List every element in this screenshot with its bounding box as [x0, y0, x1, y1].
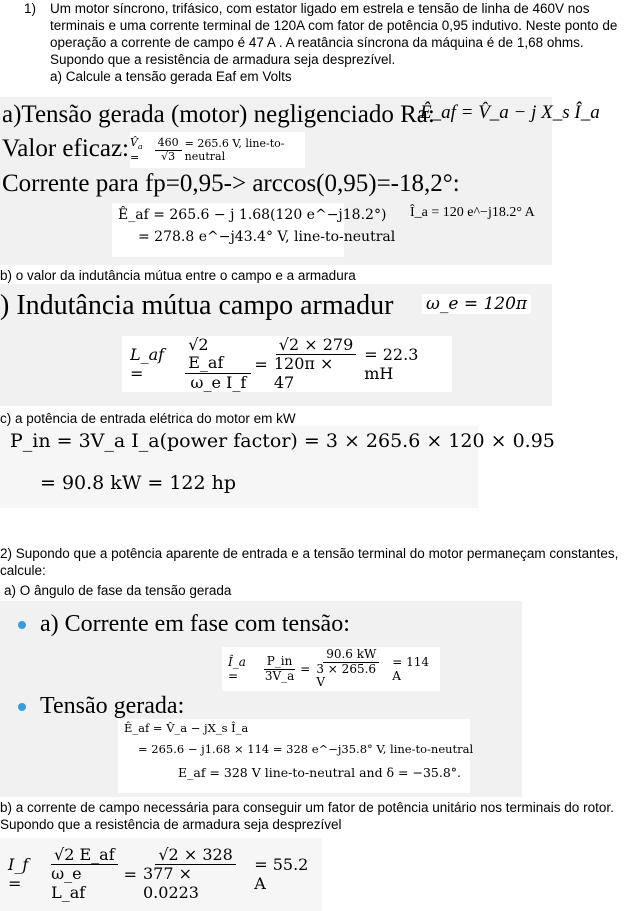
eaf-line-2: = 278.8 e^−j43.4° V, line-to-neutral [138, 229, 396, 245]
va-denominator: √3 [161, 149, 176, 163]
if-num-2: √2 × 328 [155, 846, 236, 865]
question-2b: b) a corrente de campo necessária para conseguir um fator de potência unitário nos terminais do rotor. Supondo que a resistência de armadura seja desprezível [0, 800, 614, 832]
pin-line-1: P_in = 3V_a I_a(power factor) = 3 × 265.6 × 120 × 0.95 [10, 430, 555, 452]
eaf-calc-line-2: = 265.6 − j1.68 × 114 = 328 e^−j35.8° V, line-to-neutral [138, 742, 474, 756]
eaf-line-1: Ê_af = 265.6 − j 1.68(120 e^−j18.2°) [118, 207, 387, 223]
bullet-2 [18, 693, 184, 720]
question-2a: a) O ângulo de fase da tensão gerada [4, 583, 232, 598]
if-den-2: 377 × 0.0223 [143, 864, 199, 902]
if-equation: I_f = $\frac{√2 E\_af}{\text{ω\_e L\_af}}$ = $\frac{√2 \times 328}{377 \times 0.0223}$ = 55.2 A [8, 844, 322, 904]
if-den-1: ω_e L_af [51, 864, 86, 902]
bullet-dot [18, 621, 26, 629]
eaf-result-box [112, 203, 396, 257]
ia-lhs: Î_a = [228, 655, 246, 683]
if-lhs: I_f = [8, 855, 29, 893]
panel1-heading: a)Tensão gerada (motor) negligenciado Ra: [2, 101, 435, 128]
laf-lhs: L_af = [130, 345, 165, 383]
solution-panel-2a [0, 601, 522, 797]
panel1-rms-label: Valor eficaz: [2, 135, 130, 162]
ia-num-1: P_in [264, 655, 296, 670]
laf-den-2: 120π × 47 [273, 354, 334, 392]
ia-equation: Î_a = 120 e^−j18.2° A [410, 205, 535, 220]
ia-result: = 114 A [392, 655, 429, 683]
question-1a: a) Calcule a tensão gerada Eaf em Volts [50, 69, 292, 84]
va-numerator: 460 [155, 137, 182, 151]
laf-den-1: ω_e I_f [190, 372, 247, 392]
laf-num-1: √2 E_af [185, 336, 251, 374]
bullet-1-text: a) Corrente em fase com tensão: [40, 611, 350, 637]
ia-num-2: 90.6 kW [323, 648, 379, 663]
panel1-current-label: Corrente para fp=0,95-> arccos(0,95)=-18,2°: [2, 170, 460, 197]
solution-panel-1a [0, 97, 600, 265]
pin-line-2: = 90.8 kW = 122 hp [40, 472, 237, 494]
ia-calc: Î_a = $\frac{P\_in}{3V\_a}$ = $\frac{90.6 kW}{3 \times 265.6 V}$ = 114 A [222, 647, 440, 691]
solution-panel-1c [0, 426, 555, 508]
laf-equation: L_af = $\frac{√2 E\_af}{\text{ω\_e I\_f}}$ = $\frac{√2 \times 279}{120\pi \times 47}$ = 22.3 mH [122, 336, 452, 392]
solution-panel-2b [0, 838, 322, 911]
bullet-dot [18, 703, 26, 711]
if-num-1: √2 E_af [51, 846, 118, 865]
laf-num-2: √2 × 279 [276, 336, 357, 355]
question-1c: c) a potência de entrada elétrica do motor em kW [0, 411, 296, 426]
bullet-1 [18, 611, 350, 638]
bullet-2-text: Tensão gerada: [40, 693, 185, 719]
eaf-calc-line-1: Ê_af = V̂_a − jX_s Î_a [124, 721, 249, 735]
question-2-text: 2) Supondo que a potência aparente de entrada e a tensão terminal do motor permaneçam constantes, calcule: [0, 546, 619, 578]
question-1-text: Um motor síncrono, trifásico, com estator ligado em estrela e tensão de linha de 460V nos terminais e uma corrente terminal de 120A com fator de potência 0,95 indutivo. Neste ponto de operação a corrente de campo é 47 A . A reatância síncrona da máquina é de 1,68 ohms. Supondo que a resistência de armadura seja desprezível. [50, 1, 618, 67]
question-1 [24, 0, 624, 85]
solution-panel-1b [0, 284, 552, 406]
eaf-equation: Ê_af = V̂_a − j X_s Î_a [420, 102, 600, 123]
laf-result: = 22.3 mH [364, 345, 419, 383]
question-1b: b) o valor da indutância mútua entre o campo e a armadura [0, 268, 356, 283]
if-result: = 55.2 A [254, 855, 309, 893]
va-equation: $V̂_a$ = $\frac{460}{√3}$ = 265.6 V, line-to-neutral [130, 132, 305, 168]
ia-den-1: 3V_a [264, 668, 295, 683]
va-result: = 265.6 V, line-to-neutral [184, 137, 285, 163]
panel2-heading: ) Indutância mútua campo armadur [0, 290, 394, 321]
eaf-calc [118, 719, 474, 793]
question-number: 1) [24, 1, 37, 16]
omega-equation: ω_e = 120π [422, 294, 531, 314]
ia-den-2: 3 × 265.6 V [316, 661, 377, 690]
eaf-calc-line-3: E_af = 328 V line-to-neutral and δ = −35.8°. [178, 765, 462, 780]
